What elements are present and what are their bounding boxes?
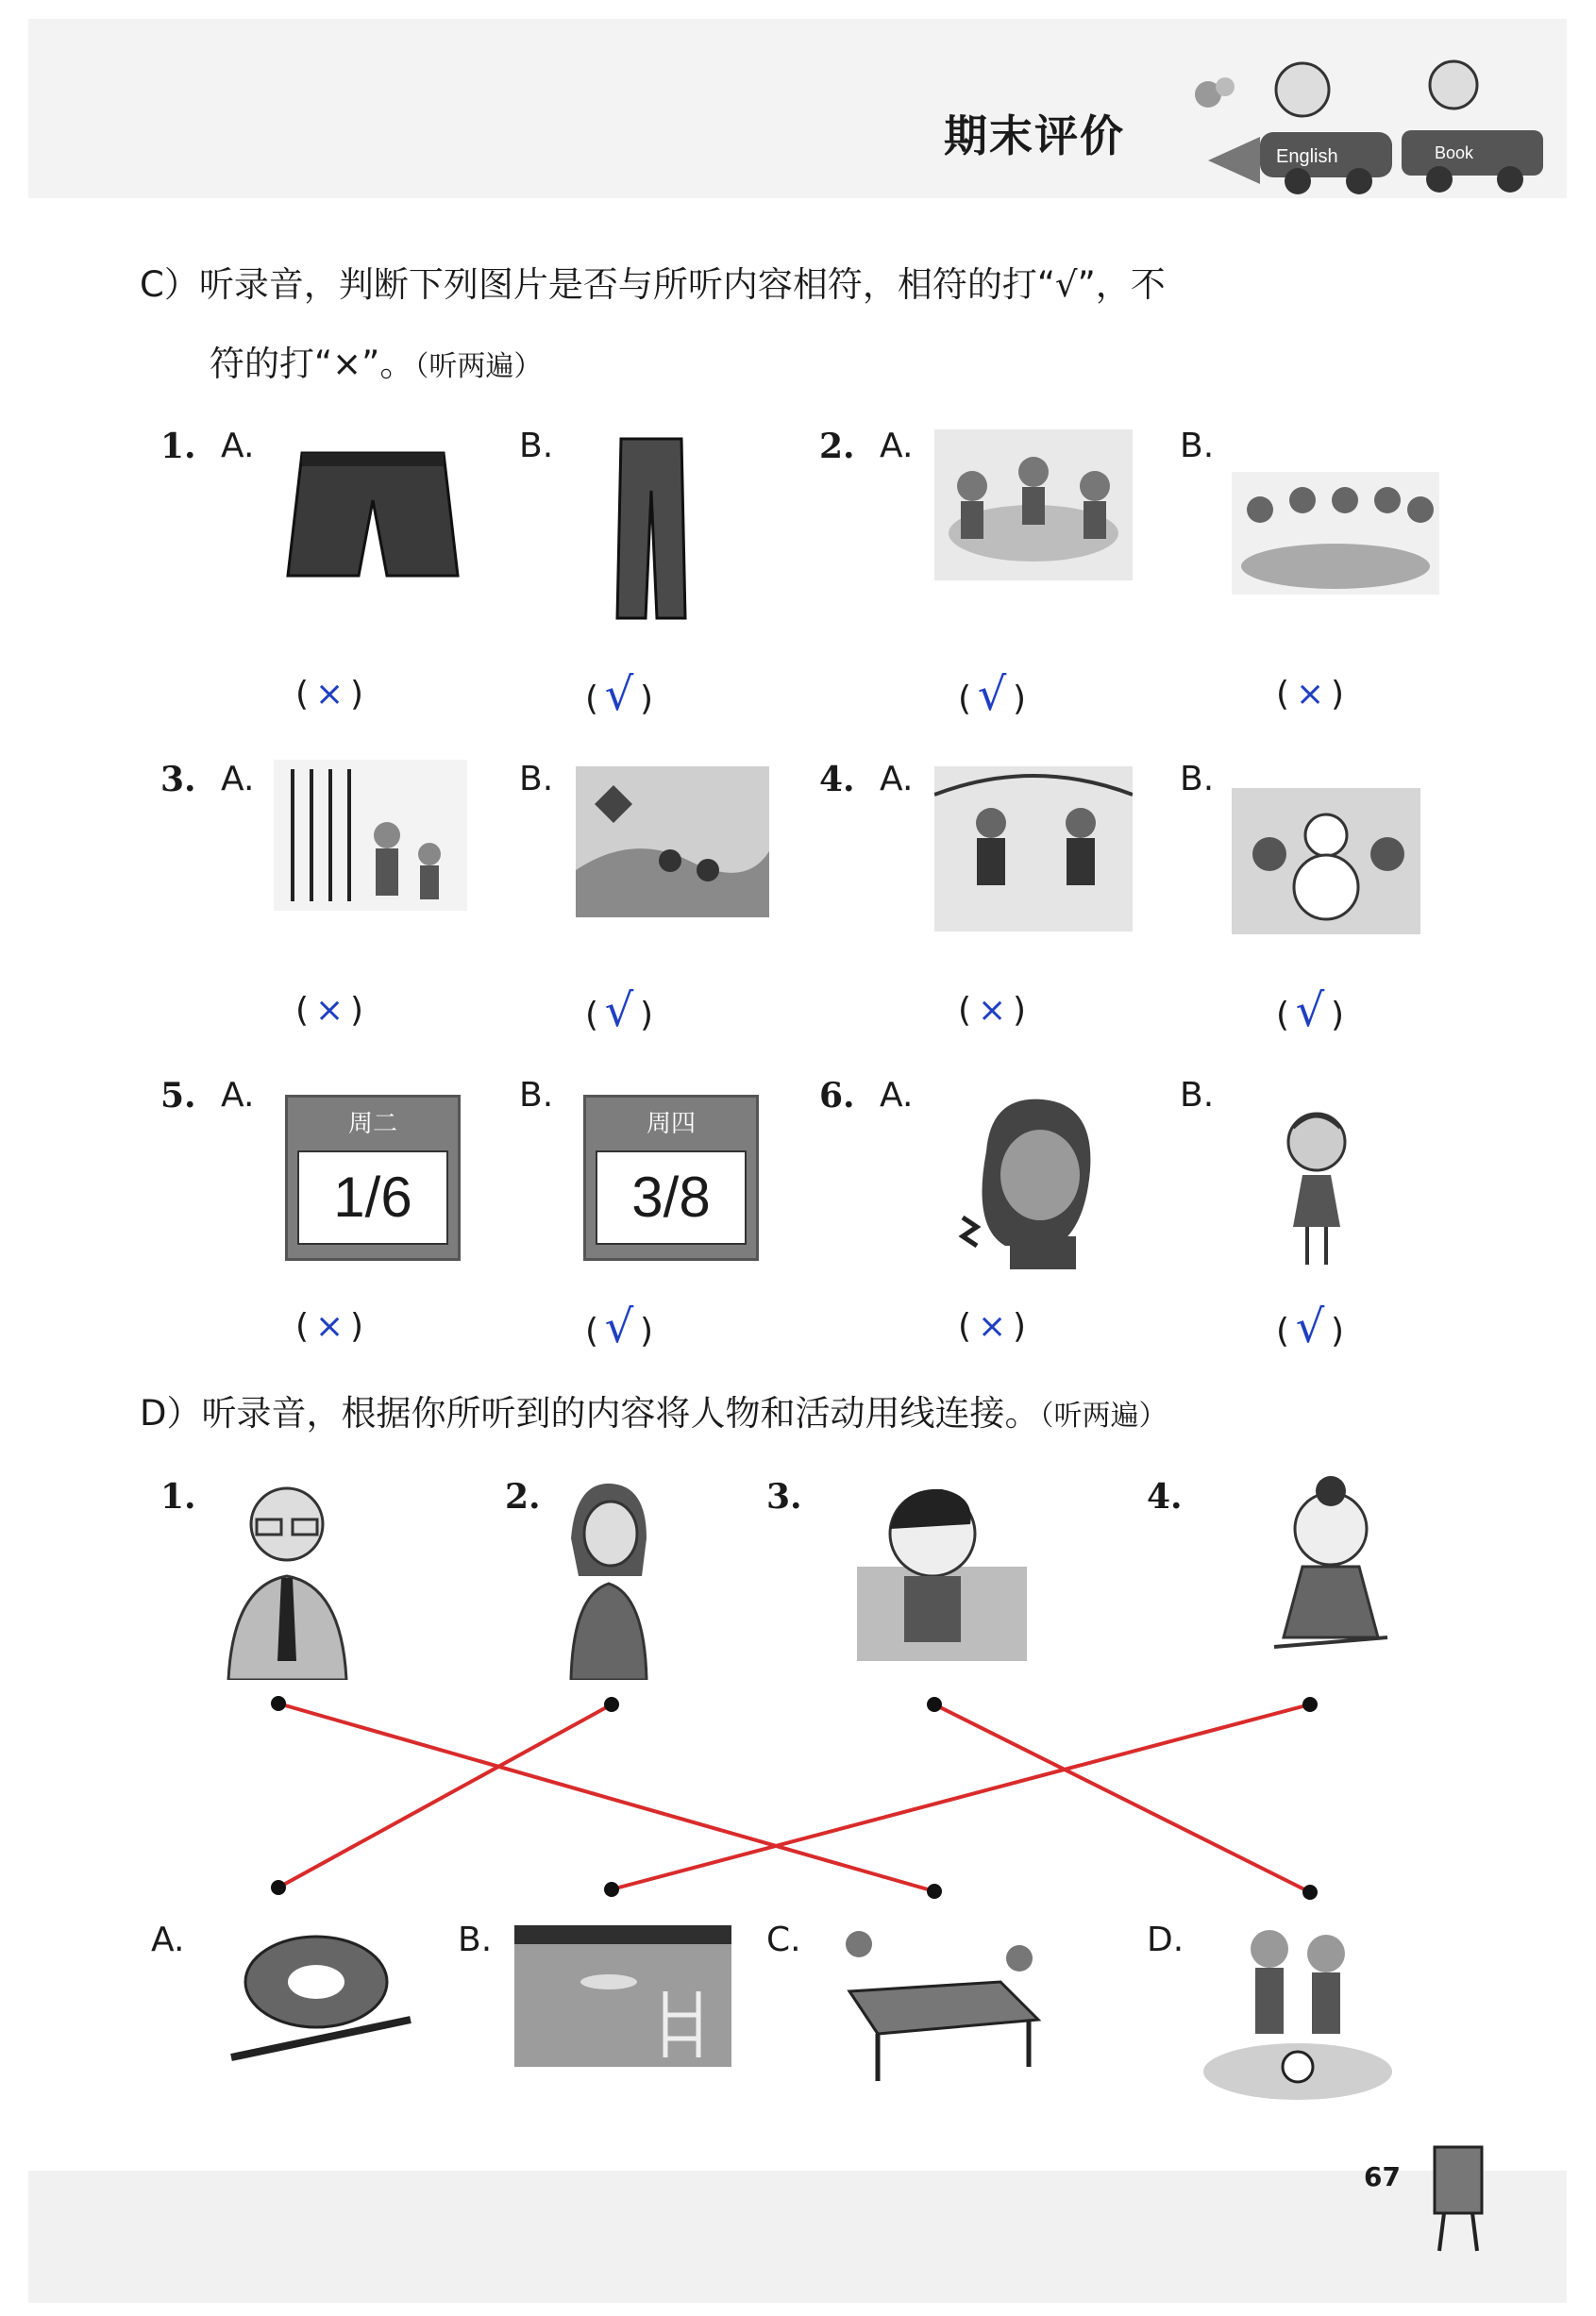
answer-mark: √ [604,1301,634,1353]
section-c-note: （听两遍） [414,350,543,383]
answer-blank: ( × ) [1276,675,1345,713]
option-label: A. [880,427,914,465]
match-dot [271,1880,286,1895]
section-c-instruction-1: C）听录音，判断下列图片是否与所听内容相符，相符的打“√”，不 [140,264,1166,305]
palette-icon [222,1925,420,2067]
option-label: A. [221,760,255,798]
answer-blank: ( √ ) [585,668,654,721]
answer-blank: ( √ ) [1276,1301,1345,1353]
answer-blank: ( × ) [295,1307,364,1346]
question-number: 1. [160,427,196,466]
match-dot [604,1697,619,1712]
answer-mark: √ [604,668,634,721]
answer-blank: ( × ) [958,1307,1027,1346]
match-dot [1302,1885,1318,1900]
person-number: 1. [160,1477,196,1517]
option-label: B. [1180,427,1215,465]
section-d-note: （听两遍） [1039,1400,1168,1433]
option-label: A. [880,1076,914,1115]
answer-mark: × [977,991,1007,1030]
match-dot [927,1884,942,1899]
calendar-day: 周二 [347,1110,397,1138]
activity-label: C. [766,1921,801,1959]
activity-label: A. [151,1921,185,1959]
answer-blank: ( √ ) [958,668,1027,721]
answer-mark: √ [977,668,1007,721]
page-title: 期末评价 [944,110,1125,161]
section-c-instruction-2-text: 符的打“×”。 [210,344,415,384]
option-label: B. [1180,1076,1215,1115]
badge-book: Book [1435,143,1474,162]
match-dot [927,1697,942,1712]
answer-mark: × [314,991,344,1030]
answer-mark: × [1295,675,1325,713]
person-number: 4. [1147,1477,1183,1517]
calendar-date: 1/6 [297,1150,448,1245]
book-mascot-icon [1416,2138,1501,2270]
person-number: 2. [505,1477,541,1517]
option-label: B. [519,427,554,465]
badge-english: English [1276,146,1338,167]
question-number: 2. [819,427,855,466]
option-label: A. [221,1076,255,1115]
answer-mark: √ [604,984,634,1037]
section-d-instruction-text: D）听录音，根据你所听到的内容将人物和活动用线连接。 [140,1393,1040,1434]
option-label: B. [1180,760,1215,798]
answer-blank: ( √ ) [585,984,654,1037]
answer-mark: × [977,1307,1007,1346]
question-number: 4. [819,760,855,799]
activity-label: D. [1147,1921,1184,1959]
question-number: 3. [160,760,196,799]
question-number: 5. [160,1076,196,1116]
footer-band [28,2171,1567,2303]
person-number: 3. [766,1477,802,1517]
option-label: B. [519,1076,554,1115]
match-dot [604,1882,619,1897]
answer-blank: ( √ ) [1276,984,1345,1037]
football-icon [1199,1916,1397,2105]
calendar-date: 3/8 [596,1150,747,1245]
match-line [612,1704,1310,1889]
answer-blank: ( √ ) [585,1301,654,1353]
match-line [278,1704,612,1888]
answer-mark: × [314,675,344,713]
match-dot [271,1696,286,1711]
answer-blank: ( × ) [958,991,1027,1030]
answer-blank: ( × ) [295,675,364,713]
answer-blank: ( × ) [295,991,364,1030]
option-label: A. [221,427,255,465]
activity-label: B. [458,1921,493,1959]
answer-mark: × [314,1307,344,1346]
answer-mark: √ [1295,1301,1325,1353]
ping-pong-icon [821,1916,1057,2095]
calendar-day: 周四 [646,1110,696,1138]
match-line [278,1703,934,1891]
option-label: B. [519,760,554,798]
match-line [934,1704,1310,1892]
page-number: 67 [1364,2161,1401,2192]
option-label: A. [880,760,914,798]
swimming-icon [514,1925,731,2067]
match-dot [1302,1697,1318,1712]
answer-mark: √ [1295,984,1325,1037]
question-number: 6. [819,1076,855,1116]
